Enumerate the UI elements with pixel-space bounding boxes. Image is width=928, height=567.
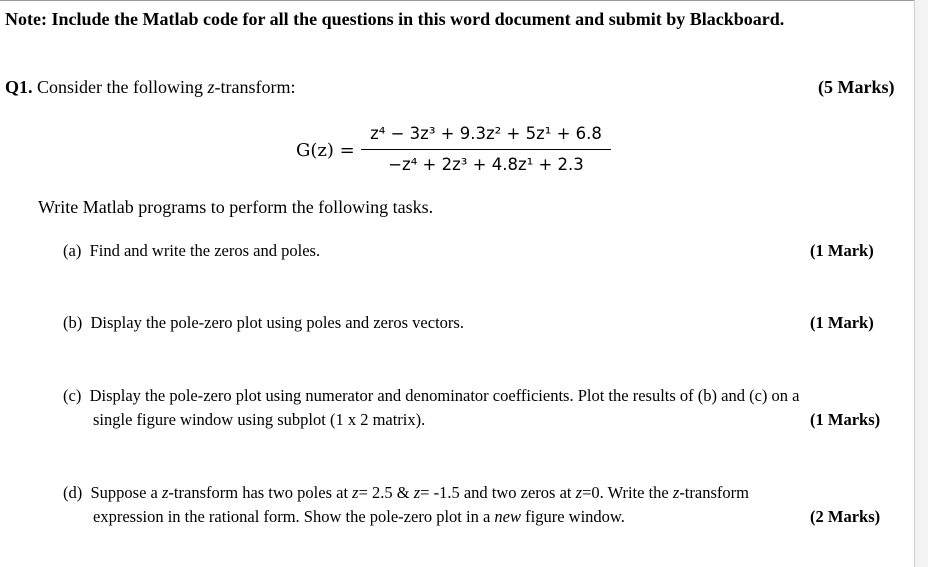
var-z: z	[672, 483, 680, 502]
task-d-line-1	[63, 483, 749, 503]
question-text-suffix: -transform:	[214, 77, 296, 97]
task-d-text: expression in the rational form. Show the pole-zero plot in a	[93, 507, 495, 526]
question-text-var: z	[207, 77, 215, 97]
question-marks: (5 Marks)	[818, 77, 895, 97]
task-d-text: Suppose a	[90, 483, 162, 502]
task-d-emphasis: new	[494, 507, 521, 526]
note-text: Note: Include the Matlab code for all the questions in this word document and submit by Blackboard.	[5, 9, 785, 29]
equation-numerator: z⁴ − 3z³ + 9.3z² + 5z¹ + 6.8	[370, 124, 602, 143]
task-d-line-2	[93, 507, 625, 527]
top-border	[0, 0, 928, 1]
task-c-label: (c)	[63, 386, 82, 405]
right-margin-strip	[915, 0, 928, 567]
question-text-prefix: Consider the following	[37, 77, 208, 97]
task-b-text: Display the pole-zero plot using poles and zeros vectors.	[90, 313, 464, 332]
task-b-marks: (1 Mark)	[810, 313, 874, 332]
var-z: z	[575, 483, 583, 502]
task-d-text: -transform has two poles at	[168, 483, 353, 502]
task-d-label: (d)	[63, 483, 83, 502]
equation-lhs: G(z) =	[296, 140, 355, 161]
var-z: z	[162, 483, 169, 502]
equation-denominator: −z⁴ + 2z³ + 4.8z¹ + 2.3	[388, 155, 584, 174]
task-a-text: Find and write the zeros and poles.	[89, 241, 321, 260]
task-b-label: (b)	[63, 313, 83, 332]
task-c-marks: (1 Marks)	[810, 410, 881, 429]
task-c-text-1: Display the pole-zero plot using numerator and denominator coefficients. Plot the results of (b) and (c) on a	[89, 386, 800, 405]
question-heading	[5, 77, 296, 98]
task-a-marks: (1 Mark)	[810, 241, 874, 260]
task-a-label: (a)	[63, 241, 82, 260]
task-b	[63, 313, 464, 333]
task-d-text: = -1.5 and two zeros at	[420, 483, 576, 502]
task-d-text: -transform	[679, 483, 749, 502]
task-d-marks: (2 Marks)	[810, 507, 881, 526]
instruction-text: Write Matlab programs to perform the following tasks.	[38, 197, 434, 217]
task-d-text: figure window.	[521, 507, 625, 526]
fraction-bar	[361, 149, 611, 150]
question-number: Q1.	[5, 77, 33, 97]
equation-fraction	[361, 122, 611, 177]
task-d-text: = 2.5 &	[358, 483, 414, 502]
var-z: z	[413, 483, 421, 502]
var-z: z	[352, 483, 359, 502]
task-d-text: =0. Write the	[582, 483, 673, 502]
task-a	[63, 241, 320, 261]
right-border	[914, 0, 915, 567]
task-c-line-1	[63, 386, 800, 406]
task-c-text-2: single figure window using subplot (1 x 2 matrix).	[93, 410, 426, 429]
